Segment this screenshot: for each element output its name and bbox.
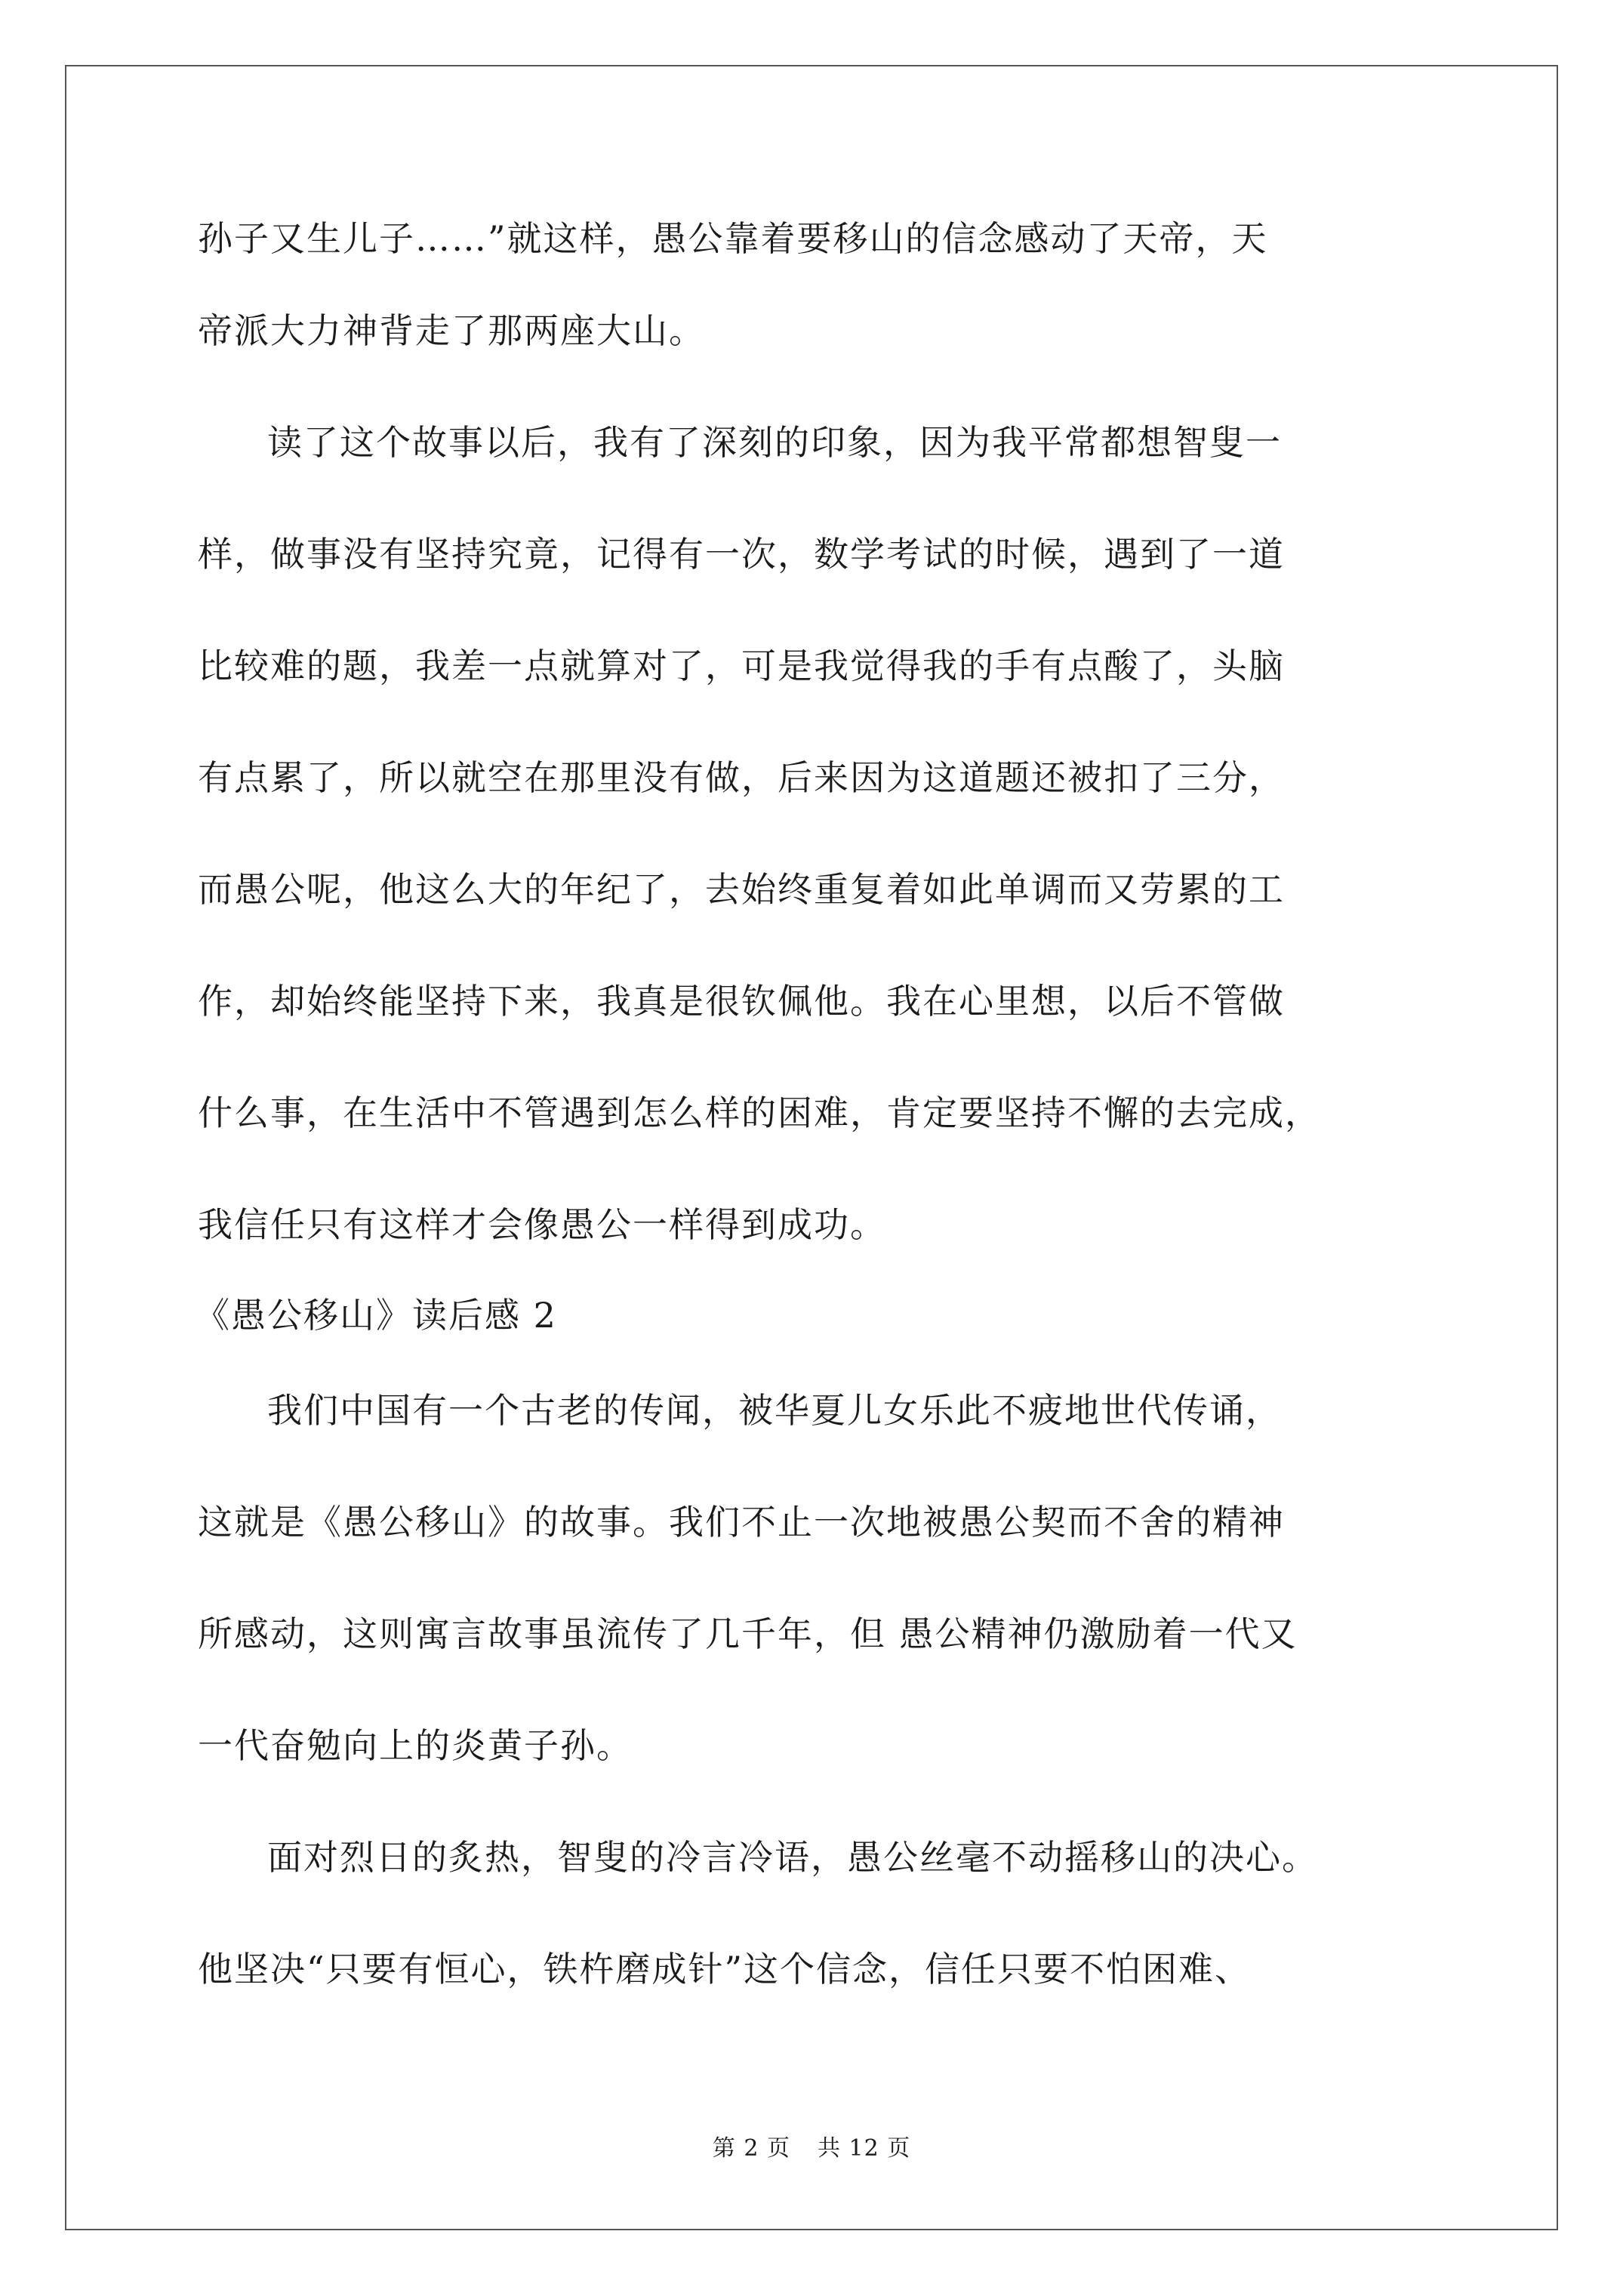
page-total: 共 12 页	[817, 2135, 911, 2162]
text-line: 而愚公呢，他这么大的年纪了，去始终重复着如此单调而又劳累的工	[198, 869, 1285, 910]
page-footer	[0, 2129, 1623, 2162]
text-line: 什么事，在生活中不管遇到怎么样的困难，肯定要坚持不懈的去完成，	[198, 1093, 1321, 1133]
text-line: 样，做事没有坚持究竟，记得有一次，数学考试的时候，遇到了一道	[198, 534, 1285, 575]
paragraph-first-line: 面对烈日的炙热，智叟的冷言冷语，愚公丝毫不动摇移山的决心。	[267, 1837, 1318, 1878]
text-line: 有点累了，所以就空在那里没有做，后来因为这道题还被扣了三分，	[198, 757, 1285, 798]
text-line: 我信任只有这样才会像愚公一样得到成功。	[198, 1204, 886, 1245]
text-line: 比较难的题，我差一点就算对了，可是我觉得我的手有点酸了，头脑	[198, 646, 1285, 686]
text-line: 孙子又生儿子……”就这样，愚公靠着要移山的信念感动了天帝，天	[198, 218, 1268, 259]
paragraph-first-line: 我们中国有一个古老的传闻，被华夏儿女乐此不疲地世代传诵，	[267, 1390, 1282, 1431]
text-line: 作，却始终能坚持下来，我真是很钦佩他。我在心里想，以后不管做	[198, 981, 1285, 1022]
text-line: 他坚决“只要有恒心，铁杵磨成针”这个信念，信任只要不怕困难、	[198, 1949, 1252, 1989]
section-heading: 《愚公移山》读后感 2	[195, 1295, 557, 1336]
text-line: 一代奋勉向上的炎黄子孙。	[198, 1725, 633, 1766]
text-line: 帝派大力神背走了那两座大山。	[198, 310, 705, 351]
page-border	[65, 65, 1558, 2230]
text-line: 所感动，这则寓言故事虽流传了几千年，但 愚公精神仍激励着一代又	[198, 1613, 1298, 1654]
page-number: 第 2 页	[712, 2135, 790, 2162]
text-line: 这就是《愚公移山》的故事。我们不止一次地被愚公契而不舍的精神	[198, 1502, 1285, 1542]
paragraph-first-line: 读了这个故事以后，我有了深刻的印象，因为我平常都想智叟一	[267, 422, 1282, 463]
